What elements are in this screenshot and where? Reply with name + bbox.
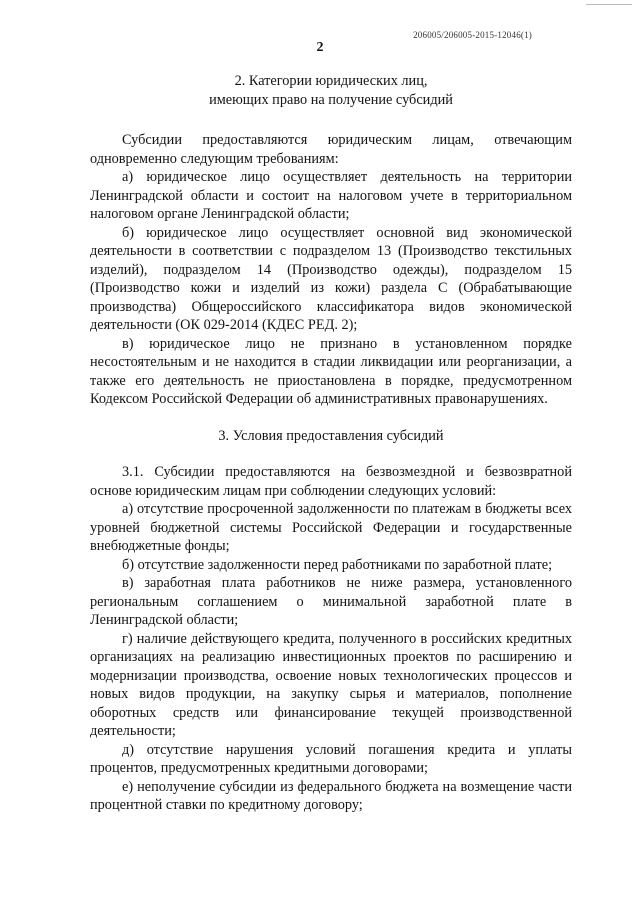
section-3-item-a: а) отсутствие просроченной задолженности по платежам в бюджеты всех уровней бюджетной системы Российской Федерации и государственные внебюджетные фонды;	[90, 501, 572, 554]
section-3-intro: 3.1. Субсидии предоставляются на безвозмездной и безвозвратной основе юридическим лицам при соблюдении следующих условий:	[90, 464, 572, 499]
section-3-item-d: д) отсутствие нарушения условий погашения кредита и уплаты процентов, предусмотренных кредитными договорами;	[90, 741, 572, 776]
page-number: 2	[316, 40, 324, 55]
document-body	[90, 72, 572, 815]
section-2-item-v: в) юридическое лицо не признано в установленном порядке несостоятельным и не находится в стадии ликвидации или реорганизации, а также его деятельность не приостановлена в порядке, предусмотренном Кодексом Российской Федерации об административных правонарушениях.	[90, 335, 572, 407]
section-3-item-v: в) заработная плата работников не ниже размера, установленного региональным соглашением о минимальной заработной плате в Ленинградской области;	[90, 575, 572, 628]
section-3-item-g: г) наличие действующего кредита, полученного в российских кредитных организациях на реализацию инвестиционных проектов по расширению и модернизации производства, освоение новых технологических процессов и новых видов продукции, на закупку сырья и материалов, пополнение оборотных средств или финансирование текущей производственной деятельности;	[90, 630, 572, 739]
section-3-item-e: е) неполучение субсидии из федерального бюджета на возмещение части процентной ставки по кредитному договору;	[90, 778, 572, 813]
section-2-intro: Субсидии предоставляются юридическим лицам, отвечающим одновременно следующим требованиям:	[90, 132, 572, 167]
section-2-heading-line-1: 2. Категории юридических лиц,	[234, 73, 428, 89]
section-2-heading-line-2: имеющих право на получение субсидий	[209, 91, 453, 108]
document-id: 206005/206005-2015-12046(1)	[413, 30, 532, 40]
section-2-item-a: а) юридическое лицо осуществляет деятельность на территории Ленинградской области и состоит на налоговом учете в территориальном налоговом органе Ленинградской области;	[90, 169, 572, 222]
section-3-item-b: б) отсутствие задолженности перед работниками по заработной плате;	[122, 556, 553, 573]
scan-corner-mark	[586, 4, 632, 5]
section-2-item-b: б) юридическое лицо осуществляет основной вид экономической деятельности в соответствии с подразделом 13 (Производство текстильных изделий), подразделом 14 (Производство одежды), подразделом 15 (Производство кожи и изделий из кожи) раздела С (Обрабатывающие производства) Общероссийского классификатора видов экономической деятельности (ОК 029-2014 (КДЕС РЕД. 2);	[90, 224, 572, 333]
section-3-heading: 3. Условия предоставления субсидий	[218, 427, 444, 444]
